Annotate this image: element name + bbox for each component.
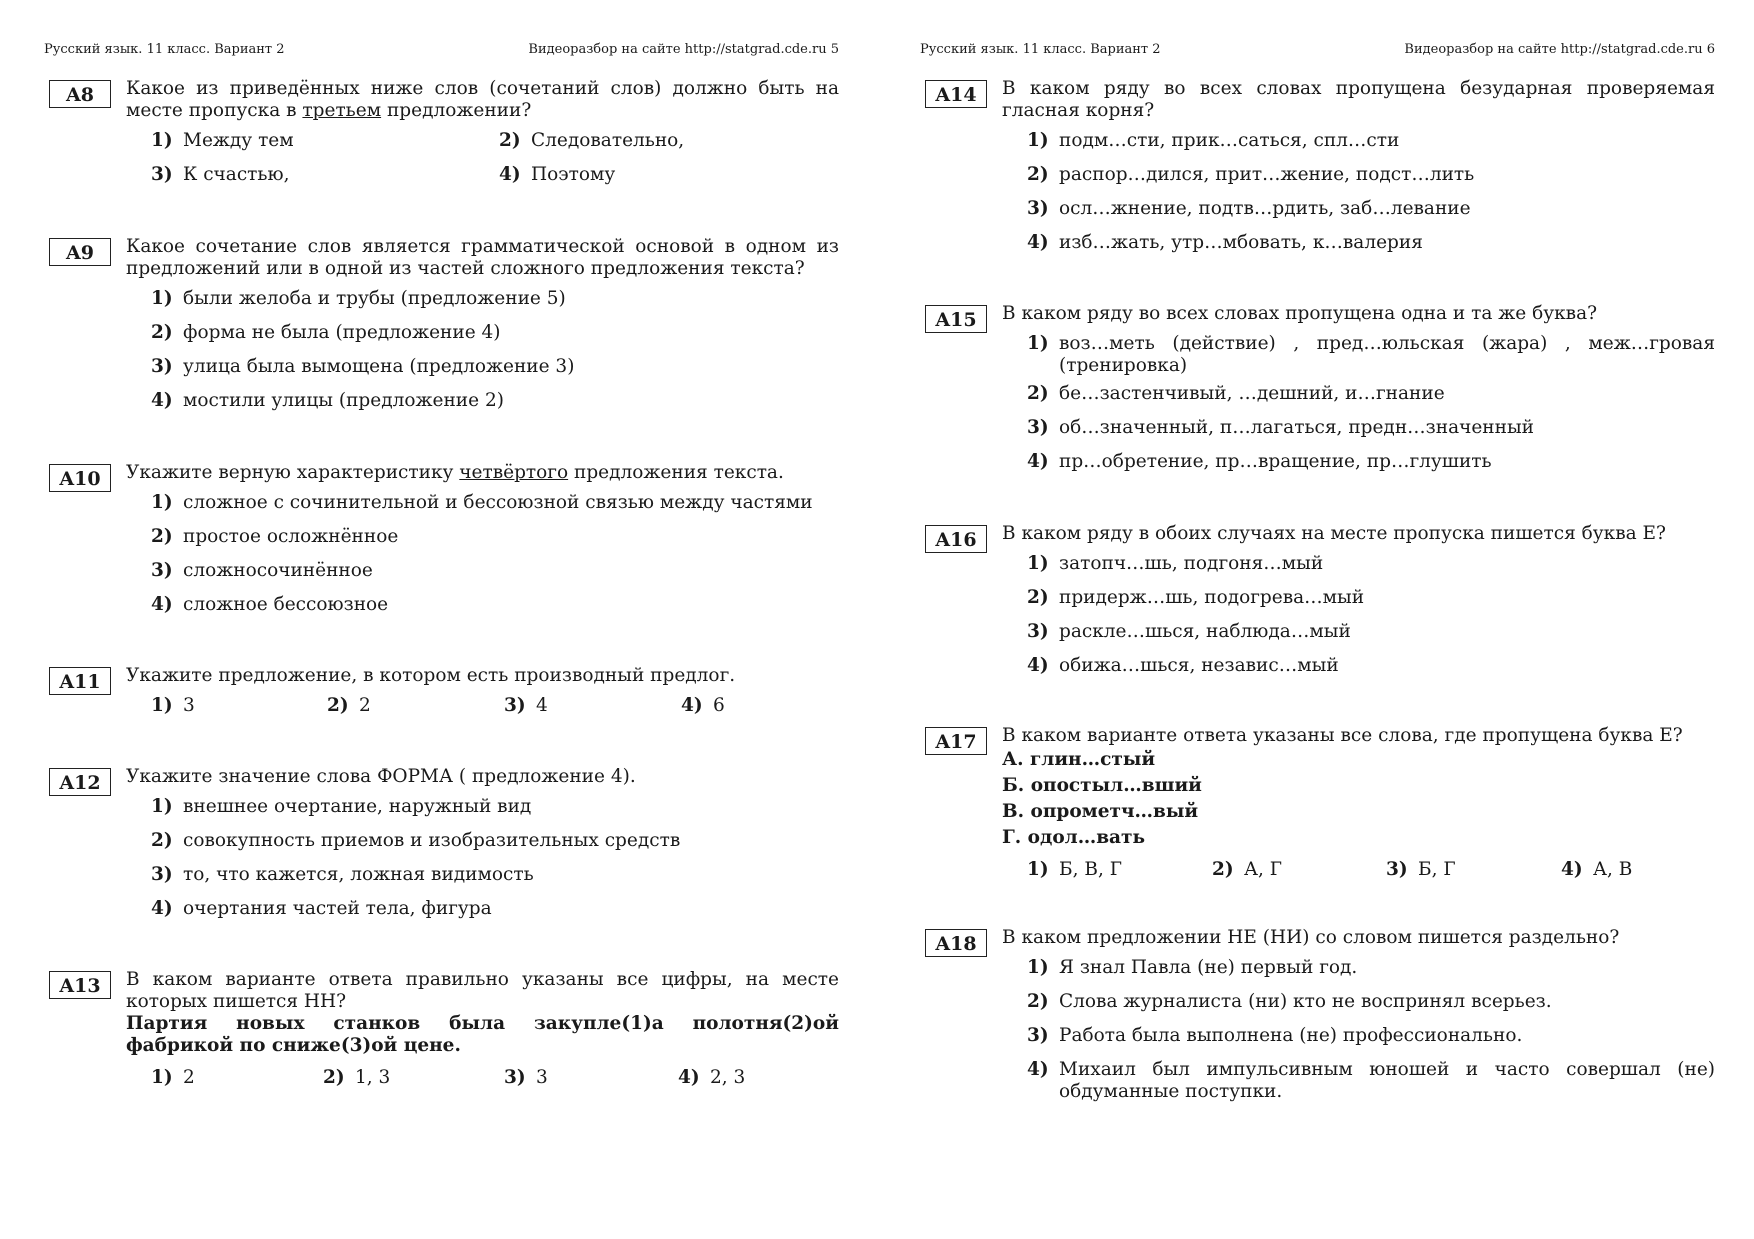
word-b: Б. опостыл…вший bbox=[1002, 775, 1202, 796]
question-label: A9 bbox=[49, 238, 111, 266]
option-2[interactable]: 2) придерж…шь, подогрева…мый bbox=[1027, 587, 1365, 608]
option-2[interactable]: 2) А, Г bbox=[1212, 859, 1283, 880]
option-1[interactable]: 1) подм…сти, прик…саться, спл…сти bbox=[1027, 130, 1400, 151]
option-1[interactable]: 1) 3 bbox=[151, 695, 195, 716]
option-3[interactable]: 3) об…значенный, п…лагаться, предн…значенный bbox=[1027, 417, 1535, 438]
question-label: A11 bbox=[49, 667, 111, 695]
option-4[interactable]: 4) пр…обретение, пр…вращение, пр…глушить bbox=[1027, 451, 1492, 472]
options-list bbox=[1027, 957, 1715, 1103]
options-list bbox=[151, 492, 839, 616]
question-sentence: Партия новых станков была закупле(1)а полотня(2)ой фабрикой по сниже(3)ой цене. bbox=[126, 1013, 839, 1056]
question-a15 bbox=[920, 303, 1715, 485]
options-row bbox=[151, 695, 839, 717]
option-4[interactable]: 4) сложное бессоюзное bbox=[151, 594, 389, 615]
option-1[interactable]: 1) сложное с сочинительной и бессоюзной связью между частями bbox=[151, 492, 813, 513]
option-1[interactable]: 1) Я знал Павла (не) первый год. bbox=[1027, 957, 1358, 978]
question-text: Укажите верную характеристику четвёртого предложения текста. bbox=[126, 462, 784, 483]
question-text: В каком варианте ответа правильно указаны все цифры, на месте которых пишется НН? bbox=[126, 969, 839, 1012]
option-4[interactable]: 4) мостили улицы (предложение 2) bbox=[151, 390, 504, 411]
header-subject: Русский язык. 11 класс. Вариант 2 bbox=[44, 42, 285, 57]
word-d: Г. одол…вать bbox=[1002, 827, 1146, 848]
question-label: A17 bbox=[925, 727, 987, 755]
question-text: В каком ряду во всех словах пропущена безударная проверяемая гласная корня? bbox=[1002, 78, 1715, 121]
header-site: Видеоразбор на сайте http://statgrad.cde.ru 6 bbox=[1404, 42, 1715, 57]
option-1[interactable]: 1) Между тем bbox=[151, 130, 294, 151]
option-3[interactable]: 3) раскле…шься, наблюда…мый bbox=[1027, 621, 1351, 642]
option-4[interactable]: 4) 2, 3 bbox=[678, 1067, 746, 1088]
question-label: A8 bbox=[49, 80, 111, 108]
page-5 bbox=[44, 0, 844, 1239]
option-4[interactable]: 4) А, В bbox=[1561, 859, 1633, 880]
page-6 bbox=[920, 0, 1720, 1239]
option-3[interactable]: 3) Б, Г bbox=[1386, 859, 1456, 880]
question-label: A13 bbox=[49, 971, 111, 999]
question-text: В каком варианте ответа указаны все слова, где пропущена буква Е? bbox=[1002, 725, 1683, 746]
options-row bbox=[1027, 859, 1715, 881]
option-2[interactable]: 2) Слова журналиста (ни) кто не воспринял всерьез. bbox=[1027, 991, 1552, 1012]
options-row bbox=[151, 1067, 839, 1089]
option-1[interactable]: 1) были желоба и трубы (предложение 5) bbox=[151, 288, 566, 309]
question-a12 bbox=[44, 766, 839, 932]
header-site: Видеоразбор на сайте http://statgrad.cde.ru 5 bbox=[528, 42, 839, 57]
option-2[interactable]: 2) 1, 3 bbox=[323, 1067, 391, 1088]
option-3[interactable]: 3) 4 bbox=[504, 695, 548, 716]
question-a8 bbox=[44, 78, 839, 186]
options-list bbox=[1027, 553, 1715, 677]
question-a17 bbox=[920, 725, 1715, 881]
option-3[interactable]: 3) К счастью, bbox=[151, 164, 290, 185]
option-2[interactable]: 2) форма не была (предложение 4) bbox=[151, 322, 501, 343]
option-3[interactable]: 3) то, что кажется, ложная видимость bbox=[151, 864, 534, 885]
options-row bbox=[151, 164, 839, 186]
option-4[interactable]: 4) Поэтому bbox=[499, 164, 616, 185]
option-3[interactable]: 3) сложносочинённое bbox=[151, 560, 373, 581]
question-a10 bbox=[44, 462, 839, 628]
word-c: В. опрометч…вый bbox=[1002, 801, 1199, 822]
option-4[interactable]: 4) изб…жать, утр…мбовать, к…валерия bbox=[1027, 232, 1423, 253]
question-text: В каком ряду в обоих случаях на месте пропуска пишется буква Е? bbox=[1002, 523, 1666, 544]
option-2[interactable]: 2) совокупность приемов и изобразительных средств bbox=[151, 830, 681, 851]
option-4[interactable]: 4) обижа…шься, независ…мый bbox=[1027, 655, 1339, 676]
options-list bbox=[1027, 333, 1715, 473]
options-list bbox=[1027, 130, 1715, 254]
page-header bbox=[44, 42, 839, 60]
question-text: Какое сочетание слов является грамматической основой в одном из предложений или в одной из частей сложного предложения текста? bbox=[126, 236, 839, 279]
option-2[interactable]: 2) Следовательно, bbox=[499, 130, 685, 151]
option-1[interactable]: 1) внешнее очертание, наружный вид bbox=[151, 796, 532, 817]
question-a13 bbox=[44, 969, 839, 1089]
question-text: Какое из приведённых ниже слов (сочетаний слов) должно быть на месте пропуска в третьем предложении? bbox=[126, 78, 839, 121]
header-subject: Русский язык. 11 класс. Вариант 2 bbox=[920, 42, 1161, 57]
question-label: A12 bbox=[49, 768, 111, 796]
option-4[interactable]: 4) 6 bbox=[681, 695, 725, 716]
question-a16 bbox=[920, 523, 1715, 689]
question-a14 bbox=[920, 78, 1715, 266]
option-2[interactable]: 2) 2 bbox=[327, 695, 371, 716]
options-list bbox=[151, 288, 839, 412]
question-a9 bbox=[44, 236, 839, 424]
question-a11 bbox=[44, 665, 839, 717]
options-list bbox=[151, 796, 839, 920]
option-2[interactable]: 2) бе…застенчивый, …дешний, и…гнание bbox=[1027, 383, 1445, 404]
question-text: Укажите предложение, в котором есть производный предлог. bbox=[126, 665, 736, 686]
option-2[interactable]: 2) простое осложнённое bbox=[151, 526, 399, 547]
question-label: A15 bbox=[925, 305, 987, 333]
option-4[interactable]: 4) очертания частей тела, фигура bbox=[151, 898, 492, 919]
option-4[interactable]: 4) Михаил был импульсивным юношей и часто совершал (не) обдуманные поступки. bbox=[1027, 1059, 1715, 1102]
option-2[interactable]: 2) распор…дился, прит…жение, подст…лить bbox=[1027, 164, 1475, 185]
option-1[interactable]: 1) Б, В, Г bbox=[1027, 859, 1122, 880]
option-3[interactable]: 3) Работа была выполнена (не) профессионально. bbox=[1027, 1025, 1523, 1046]
option-1[interactable]: 1) 2 bbox=[151, 1067, 195, 1088]
question-text: В каком предложении НЕ (НИ) со словом пишется раздельно? bbox=[1002, 927, 1620, 948]
question-label: A18 bbox=[925, 929, 987, 957]
question-text: Укажите значение слова ФОРМА ( предложение 4). bbox=[126, 766, 636, 787]
question-label: A14 bbox=[925, 80, 987, 108]
question-text: В каком ряду во всех словах пропущена одна и та же буква? bbox=[1002, 303, 1598, 324]
option-1[interactable]: 1) воз…меть (действие) , пред…юльская (жара) , меж…гровая (тренировка) bbox=[1027, 333, 1715, 376]
word-a: А. глин…стый bbox=[1002, 749, 1156, 770]
page-header bbox=[920, 42, 1715, 60]
question-a18 bbox=[920, 927, 1715, 1115]
option-1[interactable]: 1) затопч…шь, подгоня…мый bbox=[1027, 553, 1324, 574]
option-3[interactable]: 3) 3 bbox=[504, 1067, 548, 1088]
options-row bbox=[151, 130, 839, 152]
question-label: A16 bbox=[925, 525, 987, 553]
option-3[interactable]: 3) улица была вымощена (предложение 3) bbox=[151, 356, 575, 377]
option-3[interactable]: 3) осл…жнение, подтв…рдить, заб…левание bbox=[1027, 198, 1471, 219]
question-label: A10 bbox=[49, 464, 111, 492]
